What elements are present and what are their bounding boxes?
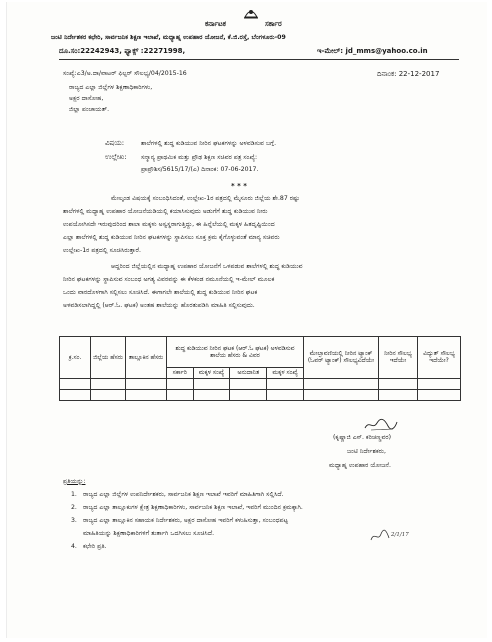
header-state-left: ಕರ್ನಾಟಕ [205, 20, 226, 28]
col-header-taluk: ತಾಲ್ಲೂಕಿನ ಹೆಸರು [126, 337, 167, 379]
recipient-line-2: ಅಕ್ಷರ ದಾಸೋಹ, [69, 95, 104, 102]
paragraph-1-line-3: ಉಪಯೋಗಿಸದೇ ಇರುವುದರಿಂದ ಶಾಲಾ ಮಕ್ಕಳು ಅಸ್ವಸ್ಥರಾಗುತ್ತಿದ್ದು, ಈ ಹಿನ್ನೆಲೆಯಲ್ಲಿ ಮಕ್ಕಳ ಹಿತದೃಷ್ಟಿಯಿಂದ [63, 221, 275, 228]
reference-line-2: ಪ್ರಾಪ್ರೌಶಿಸ/5615/17/(ಎ) ದಿನಾಂಕ: 07-06-2017. [141, 166, 259, 173]
copy-item-3: ರಾಜ್ಯದ ಎಲ್ಲಾ ತಾಲ್ಲೂಕಿನ ಸಹಾಯಕ ನಿರ್ದೇಶಕರು, ಅಕ್ಷರ ದಾಸೋಹ ಇವರಿಗೆ ಕಳುಹಿಸುತ್ತಾ, ಸಂಬಂಧಪಟ್ಟ [83, 517, 289, 524]
recipient-line-1: ರಾಜ್ಯದ ಎಲ್ಲಾ ಜಿಲ್ಲೆಗಳ ಶಿಕ್ಷಣಾಧಿಕಾರಿಗಳು, [69, 84, 153, 91]
col-header-overhead-tank: ಮೇಲ್ಛಾವಣಿಯಲ್ಲಿ ನೀರಿನ ಟ್ಯಾಂಕ್ (ಓವರ್ ಟ್ಯಾಂಕ್) ಸೌಲಭ್ಯವಿದೆಯೇ [304, 337, 379, 379]
header-phone: ದೂ.ಸಂ:22242943, ಫ್ಯಾಕ್ಸ್ :22271998, [59, 47, 186, 55]
copies-label: ಪ್ರತಿಯನ್ನು: [63, 478, 86, 485]
header-office-line: ಜಂಟಿ ನಿರ್ದೇಶಕರ ಕಛೇರಿ, ಸಾರ್ವಜನಿಕ ಶಿಕ್ಷಣ ಇಲಾಖೆ, ಮಧ್ಯಾಹ್ನ ಉಪಹಾರ ಯೋಜನೆ, ಕೆ.ಜಿ.ರಸ್ತೆ, ಬೆಂಗಳೂರು-09 [51, 34, 286, 41]
recipient-line-3: ಜಿಲ್ಲಾ ಪಂಚಾಯತ್. [69, 106, 110, 113]
header-email: ಇ-ಮೇಲ್: jd_mms@yahoo.co.in [317, 47, 428, 55]
col-header-district: ಜಿಲ್ಲೆಯ ಹೆಸರು [91, 337, 126, 379]
subject-label: ವಿಷಯ: [105, 139, 125, 147]
table-row [60, 378, 461, 389]
paragraph-1-line-5: ಉಲ್ಲೇಖ-1ರ ಪತ್ರದಲ್ಲಿ ಸೂಚಿಸಿರುತ್ತಾರೆ. [63, 247, 141, 254]
school-details-table [59, 336, 461, 401]
paragraph-1-line-4: ಎಲ್ಲಾ ಶಾಲೆಗಳಲ್ಲಿ ಶುದ್ಧ ಕುಡಿಯುವ ನೀರಿನ ಘಟಕಗಳನ್ನು ಸ್ಥಾಪಿಸಲು ಸೂಕ್ತ ಕ್ರಮ ಕೈಗೊಳ್ಳುವಂತೆ ಮಾನ್ಯ ಸಚಿವರು [63, 234, 280, 241]
paragraph-2-line-1: ಆದ್ದರಿಂದ ಜಿಲ್ಲೆಯಲ್ಲಿನ ಮಧ್ಯಾಹ್ನ ಉಪಹಾರ ಯೋಜನೆಗೆ ಒಳಪಡುವ ಶಾಲೆಗಳಲ್ಲಿ ಶುದ್ಧ ಕುಡಿಯುವ [111, 263, 303, 270]
paragraph-2-line-3: ಒಂದು ವಾರದೊಳಗಾಗಿ ಸಲ್ಲಿಸಲು ಸೂಚಿಸಿದೆ. ಈಗಾಗಲೇ ಶಾಲೆಯಲ್ಲಿ ಶುದ್ಧ ಕುಡಿಯುವ ನೀರಿನ ಘಟಕ [63, 289, 258, 296]
copy-number-3: 3. [71, 517, 77, 524]
table-row [60, 389, 461, 400]
col-header-electricity: ವಿದ್ಯುತ್ ಸೌಲಭ್ಯ ಇದೆಯೇ? [418, 337, 461, 379]
copy-item-3-continued: ಮಾಹಿತಿಯನ್ನು ಶಿಕ್ಷಣಾಧಿಕಾರಿಗಳಿಗೆ ತುರ್ತಾಗಿ ಒದಗಿಸಲು ಸೂಚಿಸಿದೆ. [83, 530, 215, 537]
header-state-right: ಸರ್ಕಾರ [265, 20, 282, 28]
reference-date: ದಿನಾಂಕ: 22-12-2017 [377, 70, 440, 78]
signatory-name: (ಕೃಷ್ಣಾಜಿ ಎಸ್. ಕರಿಚಣ್ಣವರ) [333, 434, 392, 441]
col-header-children-count-2: ಮಕ್ಕಳ ಸಂಖ್ಯೆ [267, 368, 304, 379]
reference-line-1: ಸನ್ಮಾನ್ಯ ಪ್ರಾಥಮಿಕ ಮತ್ತು ಪ್ರೌಢ ಶಿಕ್ಷಣ ಸಚಿವರ ಪತ್ರ ಸಂಖ್ಯೆ: [141, 154, 258, 161]
copy-number-4: 4. [71, 543, 77, 550]
paragraph-1-line-2: ಶಾಲೆಗಳಲ್ಲಿ ಮಧ್ಯಾಹ್ನ ಉಪಹಾರ ಯೋಜನೆಯಡಿಯಲ್ಲಿ ಕಯಾಸಿಸುವುದು ಅಡುಗೆಗೆ ಶುದ್ಧ ಕುಡಿಯುವ ನೀರು [63, 208, 268, 215]
paragraph-2-line-2: ನೀರಿನ ಘಟಕಗಳನ್ನು ಸ್ಥಾಪಿಸುವ ಸಂಬಂಧ ಅಗತ್ಯ ವಿವರವನ್ನು ಈ ಕೆಳಕಂಡ ನಮೂನೆಯಲ್ಲಿ ಇ-ಮೇಲ್ ಮೂಲಕ [63, 276, 275, 283]
section-stars: * * * [231, 182, 247, 190]
header-divider [59, 59, 459, 60]
copy-item-1: ರಾಜ್ಯದ ಎಲ್ಲಾ ಜಿಲ್ಲೆಗಳ ಉಪನಿರ್ದೇಶಕರು, ಸಾರ್ವಜನಿಕ ಶಿಕ್ಷಣ ಇಲಾಖೆ ಇವರಿಗೆ ಮಾಹಿತಿಗಾಗಿ ಸಲ್ಲಿಸಿದೆ. [83, 491, 284, 498]
copy-item-4: ಕಛೇರಿ ಪ್ರತಿ. [83, 543, 107, 550]
reference-label: ಉಲ್ಲೇಖ: [105, 153, 127, 161]
handwritten-signature [363, 418, 399, 432]
letter-page [6, 2, 487, 638]
col-header-children-count-1: ಮಕ್ಕಳ ಸಂಖ್ಯೆ [193, 368, 230, 379]
col-header-government: ಸರ್ಕಾರಿ [167, 368, 194, 379]
reference-number: ಸಂಖ್ಯೆ:ಎ3/ಅ.ದಾ/ವಾಟರ್ ಫಿಲ್ಟರ್ ಸೌಲಭ್ಯ/04/2015-16 [63, 70, 187, 77]
signatory-title-1: ಜಂಟಿ ನಿರ್ದೇಶಕರು, [347, 448, 386, 455]
copy-item-2: ರಾಜ್ಯದ ಎಲ್ಲಾ ತಾಲ್ಲೂಕುಗಳ ಕ್ಷೇತ್ರ ಶಿಕ್ಷಣಾಧಿಕಾರಿಗಳು, ಸಾರ್ವಜನಿಕ ಶಿಕ್ಷಣ ಇಲಾಖೆ, ಇವರಿಗೆ ಮುಂದಿನ ಕ್ರಮಕ್ಕಾಗಿ. [83, 504, 303, 511]
col-header-sl-no: ಕ್ರ.ಸಂ. [60, 337, 91, 379]
copy-number-2: 2. [71, 504, 77, 511]
copy-number-1: 1. [71, 491, 77, 498]
col-header-water-facility: ನೀರಿನ ಸೌಲಭ್ಯ ಇದೆಯೇ [379, 337, 418, 379]
paragraph-1-line-1: ಮೇಲ್ಕಂಡ ವಿಷಯಕ್ಕೆ ಸಂಬಂಧಿಸಿದಂತೆ, ಉಲ್ಲೇಖ-1ರ ಪತ್ರದಲ್ಲಿ ಮೈಸೂರು ಜಿಲ್ಲೆಯ ಶೇ.87 ರಷ್ಟು [111, 195, 300, 202]
subject-text: ಶಾಲೆಗಳಲ್ಲಿ ಶುದ್ಧ ಕುಡಿಯುವ ನೀರಿನ ಘಟಕಗಳನ್ನು ಅಳವಡಿಸುವ ಬಗ್ಗೆ. [141, 140, 277, 147]
state-emblem-icon [243, 6, 259, 19]
signatory-title-2: ಮಧ್ಯಾಹ್ನ ಉಪಹಾರ ಯೋಜನೆ. [329, 462, 391, 469]
paragraph-2-line-4: ಅಳವಡಿಸಲಾಗಿದ್ದಲ್ಲಿ (ಆರ್.ಓ. ಘಟಕ) ಅಂತಹ ಶಾಲೆಯನ್ನು ಹೊರತುಪಡಿಸಿ ಮಾಹಿತಿ ಸಲ್ಲಿಸುವುದು. [63, 302, 255, 309]
col-header-ro-unit: ಶುದ್ಧ ಕುಡಿಯುವ ನೀರಿನ ಘಟಕ (ಆರ್.ಓ ಘಟಕ) ಅಳವಡಿಸುವ ಶಾಲೆಯ ಹೆಸರು & ವಿವರ [167, 337, 304, 368]
initials-date: 2/1/17 [391, 532, 409, 538]
col-header-aided: ಅನುದಾನಿತ [230, 368, 267, 379]
